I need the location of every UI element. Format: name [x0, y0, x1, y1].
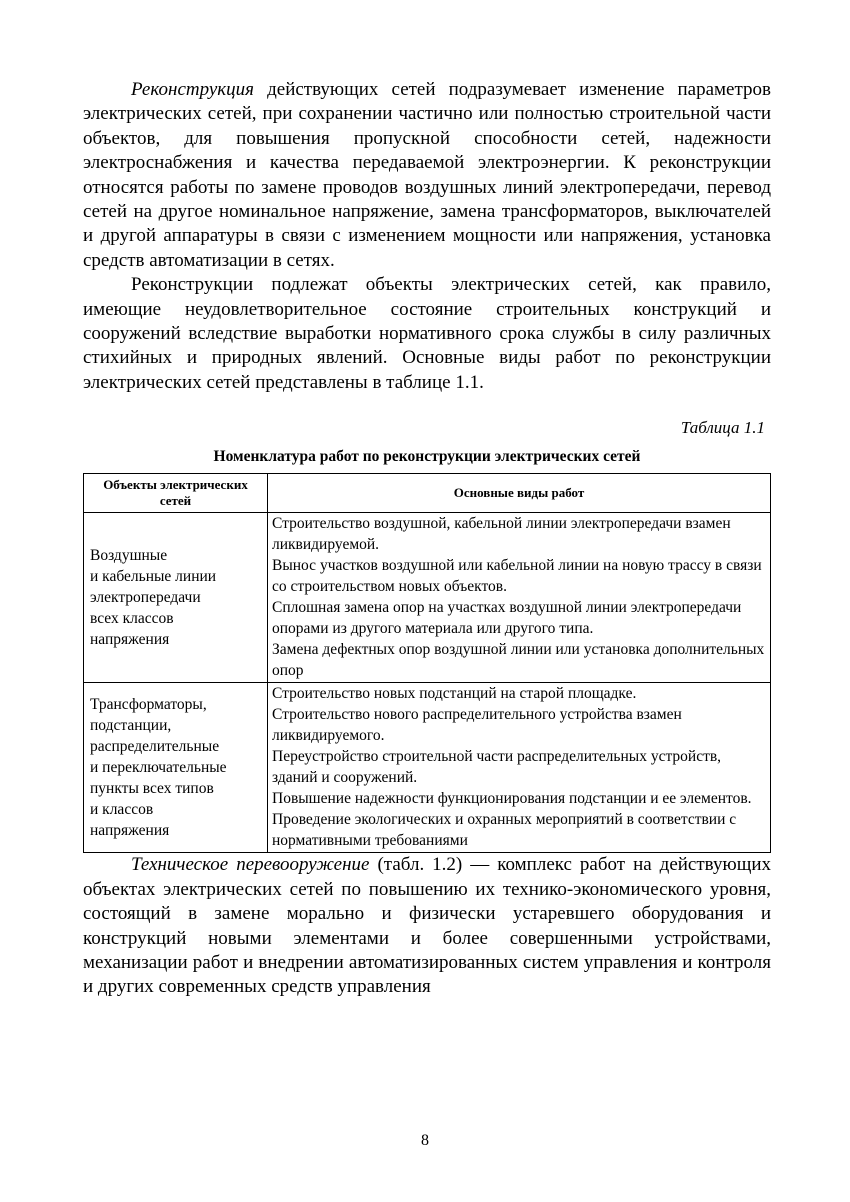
work-item: Сплошная замена опор на участках воздушной линии электропередачи опорами из другого материала или другого типа.: [272, 599, 742, 638]
paragraph-objects: Реконструкции подлежат объекты электрических сетей, как правило, имеющие неудовлетворительное состояние строительных конструкций и сооружений вследствие выработки нормативного срока службы в силу различных стихийных и природных явлений. Основные виды работ по реконструкции электрических сетей представлены в таблице 1.1.: [83, 274, 771, 393]
paragraph-technical-reequipment-text: (табл. 1.2) — комплекс работ на действующих объектах электрических сетей по повышению их технико-экономического уровня, состоящий в замене морально и физически устаревшего оборудования и конструкций новыми элементами и более совершенными устройствами, механизации работ и внедрении автоматизированных систем управления и контроля и других современных средств управления: [83, 854, 771, 998]
table-row: [84, 513, 771, 683]
works-table: [83, 473, 771, 853]
object-line: напряжения: [90, 822, 170, 840]
works-cell: [268, 683, 771, 853]
page-body: [83, 78, 771, 1000]
work-item: Строительство воздушной, кабельной линии электропередачи взамен ликвидируемой.: [272, 515, 731, 554]
object-line: электропередачи: [90, 589, 201, 607]
object-cell: [84, 683, 268, 853]
paragraph-technical-reequipment: [83, 853, 771, 999]
work-item: Переустройство строительной части распределительных устройств, зданий и сооружений.: [272, 748, 722, 787]
term-reconstruction: Реконструкция: [131, 79, 254, 100]
object-line: пункты всех типов: [90, 780, 214, 798]
works-cell: [268, 513, 771, 683]
object-line: и переключательные: [90, 759, 227, 777]
object-line: всех классов: [90, 610, 174, 628]
paragraph-reconstruction: [83, 78, 771, 273]
work-item: Строительство новых подстанций на старой площадке.: [272, 685, 637, 703]
term-technical-reequipment: Техническое перевооружение: [131, 854, 370, 876]
paragraph-reconstruction-text: действующих сетей подразумевает изменение параметров электрических сетей, при сохранении частично или полностью строительной части объектов, для повышения пропускной способности сетей, надежности электроснабжения и качества передаваемой электроэнергии. К реконструкции относятся работы по замене проводов воздушных линий электропередачи, перевод сетей на другое номинальное напряжение, замена трансформаторов, выключателей и другой аппаратуры в связи с изменением мощности или напряжения, установка средств автоматизации в сетях.: [83, 79, 771, 271]
object-cell: [84, 513, 268, 683]
header-objects: Объекты электрических сетей: [84, 474, 268, 513]
table-caption: Таблица 1.1: [680, 418, 765, 438]
table-row: [84, 683, 771, 853]
work-item: Проведение экологических и охранных мероприятий в соответствии с нормативными требованиями: [272, 811, 737, 850]
object-line: и классов: [90, 801, 154, 819]
object-line: подстанции,: [90, 717, 172, 735]
object-line: Воздушные: [90, 547, 168, 565]
work-item: Вынос участков воздушной или кабельной линии на новую трассу в связи со строительством новых объектов.: [272, 557, 762, 596]
work-item: Замена дефектных опор воздушной линии или установка дополнительных опор: [272, 641, 765, 680]
header-works: Основные виды работ: [268, 474, 771, 513]
work-item: Строительство нового распределительного устройства взамен ликвидируемого.: [272, 706, 682, 745]
table-title: Номенклатура работ по реконструкции электрических сетей: [213, 448, 641, 466]
page-number: 8: [421, 1132, 429, 1149]
object-line: и кабельные линии: [90, 568, 217, 586]
table-header-row: [84, 474, 771, 513]
object-line: распределительные: [90, 738, 220, 756]
object-line: напряжения: [90, 631, 170, 649]
work-item: Повышение надежности функционирования подстанции и ее элементов.: [272, 790, 752, 808]
object-line: Трансформаторы,: [90, 696, 207, 714]
